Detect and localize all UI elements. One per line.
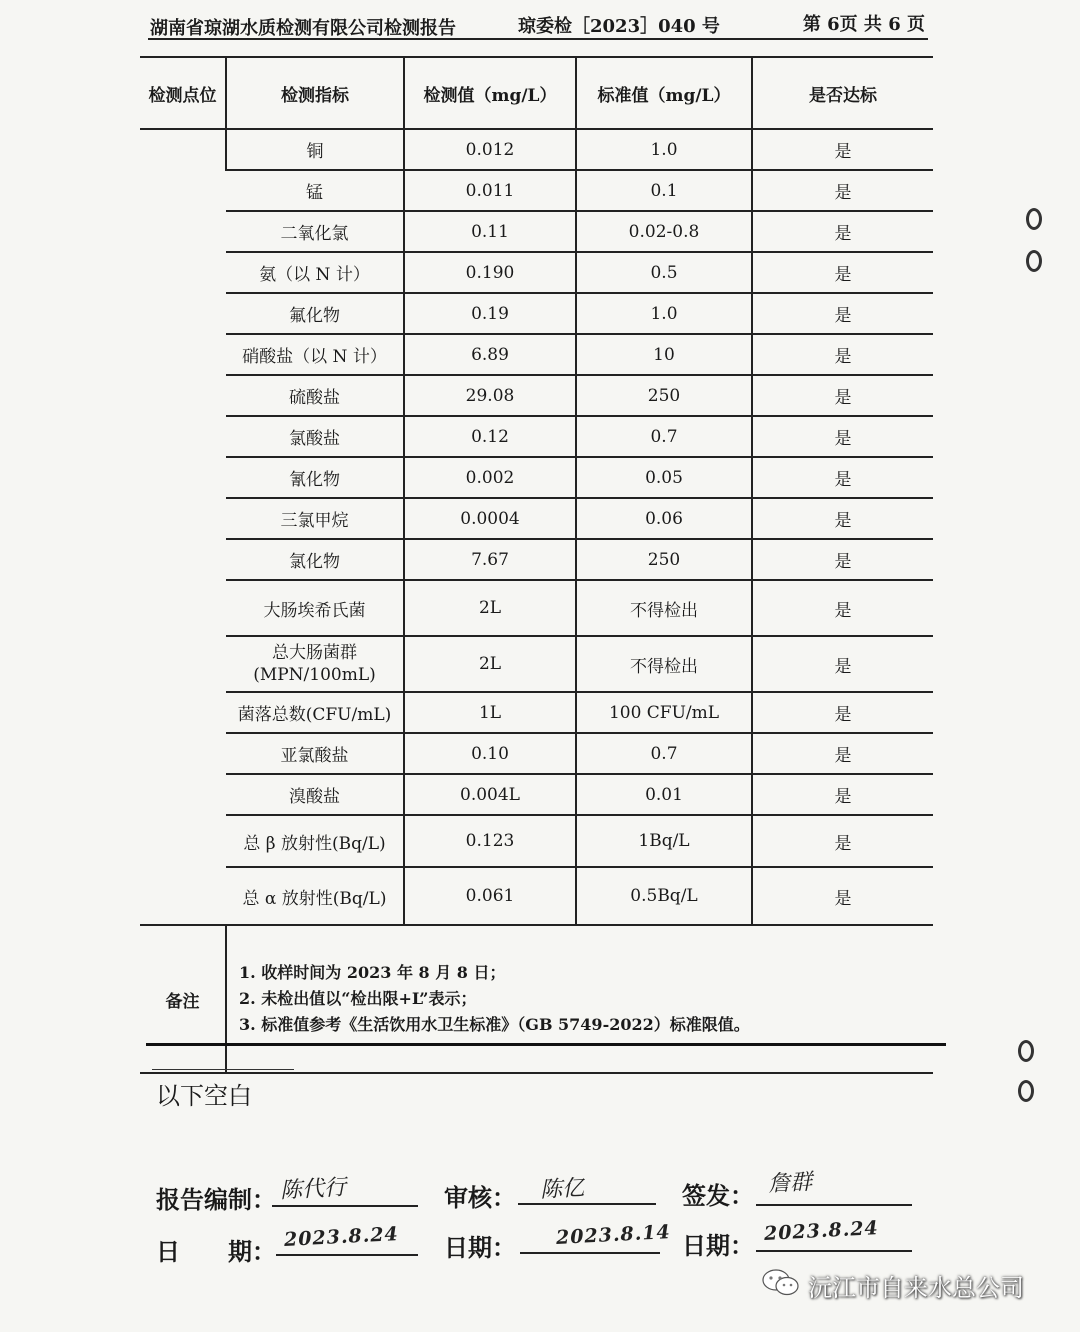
pass-cell: 是 — [752, 692, 933, 733]
indicator-main: 总大肠菌群 — [272, 643, 357, 663]
results-table — [140, 56, 933, 1074]
date-value-2: 2023.8.14 — [555, 1221, 672, 1249]
value-cell: 0.061 — [404, 867, 576, 925]
indicator-cell: 硫酸盐 — [226, 375, 404, 416]
notes-content — [226, 925, 933, 1073]
watermark-text: 沅江市自来水总公司 — [808, 1274, 1024, 1302]
standard-cell: 不得检出 — [576, 580, 752, 636]
date-line-3 — [756, 1250, 912, 1252]
table-row — [140, 815, 933, 867]
date-value-3: 2023.8.24 — [763, 1217, 880, 1245]
pass-cell: 是 — [752, 334, 933, 375]
header-standard: 标准值（mg/L） — [576, 57, 752, 129]
punch-hole-mark — [1026, 250, 1042, 272]
header-rule — [148, 38, 928, 40]
report-number: 琼委检［2023］040 号 — [518, 16, 720, 37]
value-cell: 0.11 — [404, 211, 576, 252]
standard-cell: 1.0 — [576, 129, 752, 170]
blank-notice: 以下空白 — [156, 1082, 252, 1110]
note-line: 1. 收样时间为 2023 年 8 月 8 日； — [239, 963, 506, 982]
prepared-label: 报告编制： — [156, 1186, 276, 1214]
table-row — [140, 375, 933, 416]
standard-cell: 10 — [576, 334, 752, 375]
date-line-1 — [276, 1254, 418, 1256]
approve-line — [756, 1204, 912, 1206]
pass-cell: 是 — [752, 867, 933, 925]
indicator-cell: 大肠埃希氏菌 — [226, 580, 404, 636]
standard-cell: 250 — [576, 539, 752, 580]
report-header — [150, 6, 925, 39]
standard-cell: 0.1 — [576, 170, 752, 211]
pass-cell: 是 — [752, 252, 933, 293]
prepared-line — [272, 1205, 418, 1207]
date-label-3: 日期： — [682, 1232, 754, 1260]
pass-cell: 是 — [752, 774, 933, 815]
value-cell: 0.10 — [404, 733, 576, 774]
note-line: 2. 未检出值以“检出限+L”表示； — [239, 989, 477, 1008]
standard-cell: 0.02-0.8 — [576, 211, 752, 252]
value-cell: 2L — [404, 580, 576, 636]
table-row — [140, 580, 933, 636]
date-label-2: 日期： — [444, 1234, 516, 1262]
approve-label: 签发： — [682, 1182, 754, 1210]
approve-signature: 詹群 — [767, 1169, 813, 1198]
table-row — [140, 539, 933, 580]
pass-cell: 是 — [752, 170, 933, 211]
standard-cell: 0.05 — [576, 457, 752, 498]
punch-hole-mark — [1026, 208, 1042, 230]
indicator-cell: 总 β 放射性(Bq/L) — [226, 815, 404, 867]
pass-cell: 是 — [752, 580, 933, 636]
value-cell: 0.19 — [404, 293, 576, 334]
pass-cell: 是 — [752, 457, 933, 498]
pass-cell: 是 — [752, 375, 933, 416]
note-line: 3. 标准值参考《生活饮用水卫生标准》（GB 5749-2022）标准限值。 — [239, 1015, 750, 1034]
table-row — [140, 170, 933, 211]
date-line-2 — [520, 1252, 660, 1254]
value-cell: 0.190 — [404, 252, 576, 293]
standard-cell: 0.7 — [576, 416, 752, 457]
pass-cell: 是 — [752, 636, 933, 692]
wechat-icon — [760, 1266, 802, 1298]
value-cell: 7.67 — [404, 539, 576, 580]
punch-hole-mark — [1018, 1080, 1034, 1102]
standard-cell: 0.01 — [576, 774, 752, 815]
indicator-cell — [226, 636, 404, 692]
indicator-cell: 菌落总数(CFU/mL) — [226, 692, 404, 733]
value-cell: 2L — [404, 636, 576, 692]
pass-cell: 是 — [752, 498, 933, 539]
punch-hole-mark — [1018, 1040, 1034, 1062]
standard-cell: 不得检出 — [576, 636, 752, 692]
notes-label: 备注 — [140, 925, 226, 1073]
review-line — [518, 1203, 656, 1205]
header-value: 检测值（mg/L） — [404, 57, 576, 129]
indicator-cell: 锰 — [226, 170, 404, 211]
organization-title: 湖南省琼湖水质检测有限公司检测报告 — [150, 18, 456, 39]
indicator-cell: 铜 — [226, 129, 404, 170]
standard-cell: 250 — [576, 375, 752, 416]
date-value-1: 2023.8.24 — [283, 1223, 400, 1251]
pass-cell: 是 — [752, 539, 933, 580]
indicator-sub: (MPN/100mL) — [253, 665, 376, 685]
standard-cell: 0.06 — [576, 498, 752, 539]
wechat-watermark — [760, 1262, 1060, 1306]
indicator-cell: 氟化物 — [226, 293, 404, 334]
notes-bottom-rule — [146, 1043, 946, 1046]
standard-cell: 100 CFU/mL — [576, 692, 752, 733]
review-label: 审核： — [444, 1184, 516, 1212]
table-header-row — [140, 57, 933, 129]
table-row — [140, 457, 933, 498]
value-cell: 0.004L — [404, 774, 576, 815]
standard-cell: 0.5Bq/L — [576, 867, 752, 925]
pass-cell: 是 — [752, 211, 933, 252]
pass-cell: 是 — [752, 129, 933, 170]
indicator-cell: 三氯甲烷 — [226, 498, 404, 539]
table-row — [140, 211, 933, 252]
table-row — [140, 636, 933, 692]
standard-cell: 1.0 — [576, 293, 752, 334]
table-row — [140, 293, 933, 334]
table-row — [140, 416, 933, 457]
value-cell: 1L — [404, 692, 576, 733]
value-cell: 0.0004 — [404, 498, 576, 539]
blank-rule — [152, 1069, 294, 1070]
value-cell: 6.89 — [404, 334, 576, 375]
header-site: 检测点位 — [140, 57, 226, 129]
notes-row — [140, 925, 933, 1073]
header-pass: 是否达标 — [752, 57, 933, 129]
date-label-1: 日 期： — [156, 1238, 276, 1266]
header-indicator: 检测指标 — [226, 57, 404, 129]
review-signature: 陈亿 — [539, 1175, 585, 1204]
page-indicator: 第 6页 共 6 页 — [802, 14, 925, 35]
value-cell: 29.08 — [404, 375, 576, 416]
pass-cell: 是 — [752, 815, 933, 867]
indicator-cell: 亚氯酸盐 — [226, 733, 404, 774]
pass-cell: 是 — [752, 293, 933, 334]
table-row — [140, 774, 933, 815]
pass-cell: 是 — [752, 733, 933, 774]
table-row — [140, 334, 933, 375]
indicator-cell: 硝酸盐（以 N 计） — [226, 334, 404, 375]
indicator-cell: 氯酸盐 — [226, 416, 404, 457]
prepared-signature: 陈代行 — [279, 1175, 347, 1204]
value-cell: 0.002 — [404, 457, 576, 498]
indicator-cell: 二氧化氯 — [226, 211, 404, 252]
indicator-cell: 氰化物 — [226, 457, 404, 498]
standard-cell: 1Bq/L — [576, 815, 752, 867]
table-row — [140, 129, 933, 170]
table-row — [140, 252, 933, 293]
standard-cell: 0.7 — [576, 733, 752, 774]
table-row — [140, 733, 933, 774]
standard-cell: 0.5 — [576, 252, 752, 293]
indicator-cell: 氨（以 N 计） — [226, 252, 404, 293]
value-cell: 0.12 — [404, 416, 576, 457]
site-cell — [140, 129, 226, 925]
table-row — [140, 692, 933, 733]
value-cell: 0.012 — [404, 129, 576, 170]
value-cell: 0.123 — [404, 815, 576, 867]
value-cell: 0.011 — [404, 170, 576, 211]
pass-cell: 是 — [752, 416, 933, 457]
indicator-cell: 总 α 放射性(Bq/L) — [226, 867, 404, 925]
indicator-cell: 溴酸盐 — [226, 774, 404, 815]
indicator-cell: 氯化物 — [226, 539, 404, 580]
table-row — [140, 498, 933, 539]
table-row — [140, 867, 933, 925]
